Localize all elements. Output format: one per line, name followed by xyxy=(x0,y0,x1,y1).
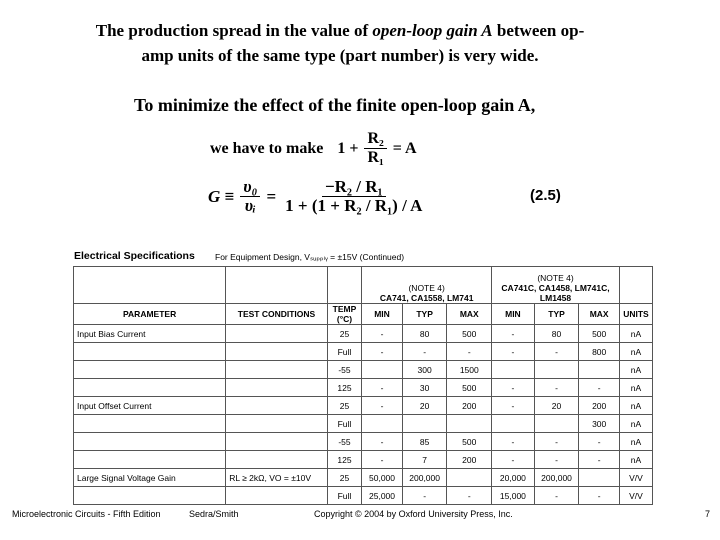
table-cell: -55 xyxy=(327,433,362,451)
table-cell: 800 xyxy=(579,343,620,361)
table-cell: nA xyxy=(619,451,652,469)
table-cell: 85 xyxy=(402,433,447,451)
footer-authors: Sedra/Smith xyxy=(189,509,239,519)
table-cell xyxy=(226,325,327,343)
table-cell: 50,000 xyxy=(362,469,403,487)
table-cell xyxy=(74,433,226,451)
table-cell: - xyxy=(402,343,447,361)
table-cell xyxy=(226,415,327,433)
footer-copyright: Copyright © 2004 by Oxford University Press, Inc. xyxy=(314,509,513,519)
table-cell: - xyxy=(492,433,535,451)
table-cell: - xyxy=(579,379,620,397)
table-cell: - xyxy=(362,325,403,343)
table-cell xyxy=(226,451,327,469)
slide-heading xyxy=(20,18,660,68)
table-cell: 500 xyxy=(447,379,492,397)
heading-line-2: amp units of the same type (part number) is very wide. xyxy=(141,46,539,65)
column-header: MAX xyxy=(447,304,492,325)
table-row xyxy=(74,343,653,361)
table-cell xyxy=(402,415,447,433)
table-cell: 200 xyxy=(447,397,492,415)
table-cell: nA xyxy=(619,361,652,379)
table-cell: 200 xyxy=(579,397,620,415)
table-cell: nA xyxy=(619,343,652,361)
table-cell: - xyxy=(492,379,535,397)
gain-denominator: 1 + (1 + R₂ / R₁) / A xyxy=(285,196,423,215)
table-cell: 500 xyxy=(447,433,492,451)
electrical-spec-table xyxy=(73,266,653,505)
table-cell xyxy=(226,433,327,451)
heading-italic-term: open-loop gain A xyxy=(372,21,493,40)
table-cell xyxy=(447,469,492,487)
column-header: TYP xyxy=(534,304,579,325)
table-cell: Input Bias Current xyxy=(74,325,226,343)
table-cell xyxy=(74,415,226,433)
table-row xyxy=(74,451,653,469)
table-cell xyxy=(492,415,535,433)
table-column-header xyxy=(74,304,653,325)
fraction-denominator: R₁ xyxy=(367,149,384,166)
vi: υᵢ xyxy=(244,196,256,215)
table-cell: 25 xyxy=(327,397,362,415)
table-cell: - xyxy=(534,343,579,361)
gain-numerator: −R₂ / R₁ xyxy=(322,178,386,197)
table-cell: 25 xyxy=(327,469,362,487)
table-cell: 25,000 xyxy=(362,487,403,505)
table-group-header xyxy=(74,267,653,304)
table-cell: 25 xyxy=(327,325,362,343)
table-cell: 125 xyxy=(327,379,362,397)
table-cell: 30 xyxy=(402,379,447,397)
table-cell: - xyxy=(492,325,535,343)
table-cell: 80 xyxy=(534,325,579,343)
table-cell: nA xyxy=(619,433,652,451)
table-cell: 500 xyxy=(447,325,492,343)
table-cell: - xyxy=(402,487,447,505)
table-cell: - xyxy=(492,397,535,415)
spec-title: Electrical Specifications xyxy=(74,250,195,262)
fraction-numerator: R₂ xyxy=(364,130,386,149)
footer-page-number: 7 xyxy=(705,509,711,519)
gain-fraction xyxy=(282,178,425,215)
table-cell: 300 xyxy=(579,415,620,433)
table-cell: Full xyxy=(327,415,362,433)
table-row xyxy=(74,379,653,397)
table-cell xyxy=(534,361,579,379)
column-header: MIN xyxy=(492,304,535,325)
column-header: TYP xyxy=(402,304,447,325)
table-cell: 200,000 xyxy=(534,469,579,487)
table-cell: 125 xyxy=(327,451,362,469)
gain-equation xyxy=(208,178,431,215)
table-cell: nA xyxy=(619,325,652,343)
table-cell: Full xyxy=(327,343,362,361)
table-cell: - xyxy=(579,433,620,451)
table-cell: - xyxy=(492,343,535,361)
table-cell xyxy=(447,415,492,433)
condition-equation xyxy=(210,130,417,167)
table-cell xyxy=(74,451,226,469)
we-have-text: we have to make xyxy=(210,139,324,157)
table-cell: - xyxy=(579,451,620,469)
table-cell: - xyxy=(362,433,403,451)
table-cell xyxy=(534,415,579,433)
table-cell: Full xyxy=(327,487,362,505)
table-row xyxy=(74,397,653,415)
table-cell: 15,000 xyxy=(492,487,535,505)
table-cell: - xyxy=(534,487,579,505)
table-row xyxy=(74,361,653,379)
vo-over-vi-fraction xyxy=(240,178,260,215)
gain-equals: = xyxy=(266,186,277,206)
one-plus: 1 + xyxy=(337,139,359,157)
equation-number: (2.5) xyxy=(530,187,561,204)
group2-header: (NOTE 4) CA741C, CA1458, LM741C, LM1458 xyxy=(492,267,620,304)
table-cell xyxy=(226,487,327,505)
table-cell xyxy=(226,361,327,379)
column-header: MAX xyxy=(579,304,620,325)
table-cell xyxy=(226,343,327,361)
table-cell: - xyxy=(447,487,492,505)
table-cell xyxy=(579,361,620,379)
table-cell: 1500 xyxy=(447,361,492,379)
table-cell: 500 xyxy=(579,325,620,343)
table-cell: - xyxy=(534,379,579,397)
table-row xyxy=(74,325,653,343)
heading-line-1: The production spread in the value of open-loop gain A between op- xyxy=(95,21,585,40)
table-cell: - xyxy=(447,343,492,361)
table-cell: - xyxy=(362,379,403,397)
table-cell: - xyxy=(362,451,403,469)
table-cell: nA xyxy=(619,397,652,415)
table-cell xyxy=(226,379,327,397)
table-cell: 20 xyxy=(534,397,579,415)
table-cell: Large Signal Voltage Gain xyxy=(74,469,226,487)
table-row xyxy=(74,487,653,505)
table-cell: -55 xyxy=(327,361,362,379)
table-cell xyxy=(362,415,403,433)
table-cell: nA xyxy=(619,415,652,433)
table-cell: nA xyxy=(619,379,652,397)
table-cell: - xyxy=(534,451,579,469)
table-cell: 7 xyxy=(402,451,447,469)
table-cell xyxy=(226,397,327,415)
r2-over-r1-fraction xyxy=(364,130,386,167)
table-cell: 20,000 xyxy=(492,469,535,487)
table-cell: 80 xyxy=(402,325,447,343)
column-header: UNITS xyxy=(619,304,652,325)
table-row xyxy=(74,433,653,451)
table-cell: RL ≥ 2kΩ, VO = ±10V xyxy=(226,469,327,487)
table-cell: 200,000 xyxy=(402,469,447,487)
column-header: TEST CONDITIONS xyxy=(226,304,327,325)
table-body xyxy=(74,325,653,505)
table-cell: - xyxy=(579,487,620,505)
column-header: TEMP (°C) xyxy=(327,304,362,325)
table-cell xyxy=(74,487,226,505)
table-cell: Input Offset Current xyxy=(74,397,226,415)
table-cell xyxy=(492,361,535,379)
table-cell xyxy=(74,343,226,361)
table-cell: V/V xyxy=(619,469,652,487)
table-cell: 200 xyxy=(447,451,492,469)
equation-intro: To minimize the effect of the finite open-loop gain A, xyxy=(134,95,536,115)
table-cell: V/V xyxy=(619,487,652,505)
table-cell xyxy=(579,469,620,487)
table-row xyxy=(74,469,653,487)
table-cell: - xyxy=(362,397,403,415)
table-cell xyxy=(74,361,226,379)
table-row xyxy=(74,415,653,433)
group1-header: (NOTE 4) CA741, CA1558, LM741 xyxy=(362,267,492,304)
table-cell xyxy=(362,361,403,379)
table-cell: - xyxy=(534,433,579,451)
column-header: PARAMETER xyxy=(74,304,226,325)
table-cell: - xyxy=(492,451,535,469)
table-cell: 20 xyxy=(402,397,447,415)
footer-book: Microelectronic Circuits - Fifth Edition xyxy=(12,509,161,519)
column-header: MIN xyxy=(362,304,403,325)
vo: υ₀ xyxy=(240,178,260,197)
spec-subtitle: For Equipment Design, Vₛᵤₚₚₗᵧ = ±15V (Continued) xyxy=(215,252,405,262)
table-cell xyxy=(74,379,226,397)
equals-a: = A xyxy=(392,139,417,157)
g-lhs: G ≡ xyxy=(208,186,235,206)
table-cell: - xyxy=(362,343,403,361)
table-cell: 300 xyxy=(402,361,447,379)
